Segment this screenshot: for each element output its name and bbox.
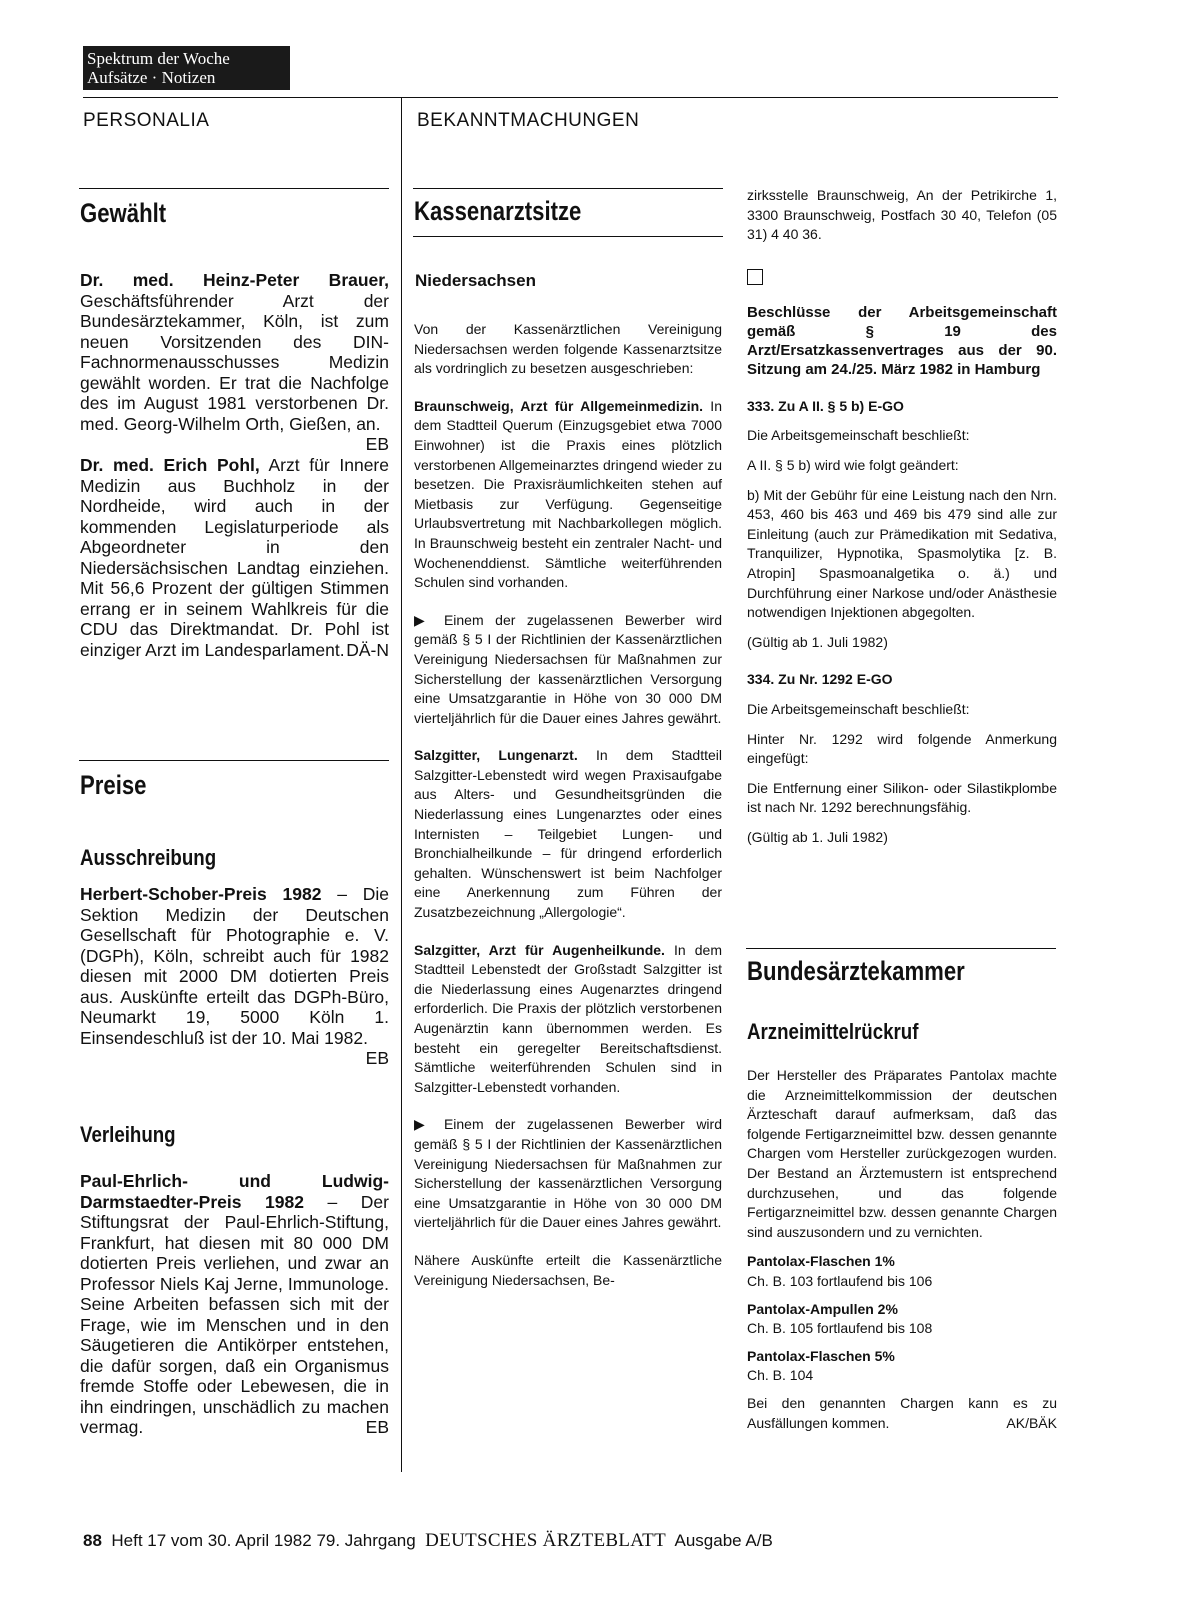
heading-preise: Preise <box>80 770 147 800</box>
heading-bundesaerztekammer: Bundesärztekammer <box>747 956 965 986</box>
separator-box <box>747 269 763 285</box>
guarantee-note: ▶ Einem der zugelassenen Bewerber wird gemäß § 5 I der Richtlinien der Kassenärztlichen Vereinigung Niedersachsen für Maßnahmen zur Sicherstellung der kassenärztlichen Versorgung eine Umsatzgarantie in Höhe von 30 000 DM vierteljährlich für die Dauer eines Jahres gewährt. <box>414 1116 722 1231</box>
column-divider <box>401 97 402 1472</box>
intro-text: Von der Kassenärztlichen Vereinigung Niedersachsen werden folgende Kassenarztsitze als vordringlich zu besetzen ausgeschrieben: <box>414 321 722 377</box>
recall-item: Pantolax-Flaschen 5% Ch. B. 104 <box>747 1347 895 1384</box>
validity-note: (Gültig ab 1. Juli 1982) <box>747 828 888 845</box>
section-tag-line2: Aufsätze · Notizen <box>87 68 216 87</box>
paragraph-brauer: Dr. med. Heinz-Peter Brauer, Geschäftsführender Arzt der Bundesärztekammer, Köln, ist zum neuen Vorsitzenden des DIN-Fachnormenausschusses Medizin gewählt worden. Er trat die Nachfolge des im August 1981 verstorbenen Dr. med. Georg-Wilhelm Orth, Gießen, an. EB <box>80 270 389 454</box>
signature: EB <box>365 1417 389 1437</box>
edition: Ausgabe A/B <box>674 1531 773 1550</box>
beschluss-heading: Beschlüsse der Arbeitsgemeinschaft gemäß § 19 des Arzt/Ersatzkassenvertrages aus der 90. Sitzung am 24./25. März 1982 in Hamburg <box>747 303 1057 378</box>
item-334: 334. Zu Nr. 1292 E-GO <box>747 671 893 688</box>
section-bekanntmachungen: BEKANNTMACHUNGEN <box>417 110 640 131</box>
rule <box>79 188 389 189</box>
text: Die Arbeitsgemeinschaft beschließt: <box>747 427 970 444</box>
col1-block1 <box>80 270 389 660</box>
section-tag-line1: Spektrum der Woche <box>87 49 230 68</box>
section-personalia: PERSONALIA <box>83 110 210 131</box>
validity-note: (Gültig ab 1. Juli 1982) <box>747 633 888 650</box>
item-333: 333. Zu A II. § 5 b) E-GO <box>747 397 904 414</box>
signature: DÄ-N <box>346 639 389 660</box>
recall-item: Pantolax-Flaschen 1% Ch. B. 103 fortlaufend bis 106 <box>747 1253 933 1289</box>
page-number: 88 <box>83 1531 102 1550</box>
signature: EB <box>365 1048 389 1068</box>
guarantee-note: ▶ Einem der zugelassenen Bewerber wird gemäß § 5 I der Richtlinien der Kassenärztlichen Vereinigung Niedersachsen für Maßnahmen zur Sicherstellung der kassenärztlichen Versorgung eine Umsatzgarantie in Höhe von 30 000 DM vierteljährlich für die Dauer eines Jahres gewährt. <box>414 611 722 726</box>
paragraph-ehrlich-preis: Paul-Ehrlich- und Ludwig-Darmstaedter-Preis 1982 – Der Stiftungsrat der Paul-Ehrlich-Stiftung, Frankfurt, hat diesen mit 80 000 DM dotierten Preis verliehen, und zwar an Professor Niels Kaj Jerne, Immunologe. Seine Arbeiten befassen sich mit der Frage, wie im Menschen und in den Säugetieren die Antikörper entstehen, die dafür sorgen, daß ein Organismus fremde Stoffe oder Lebewesen, die in ihn eindringen, unschädlich zu machen vermag. EB <box>80 1171 389 1437</box>
heading-kassenarztsitze: Kassenarztsitze <box>414 196 582 226</box>
issue-info: Heft 17 vom 30. April 1982 79. Jahrgang <box>111 1531 416 1550</box>
signature: AK/BÄK <box>1006 1414 1057 1431</box>
top-rule <box>83 97 1058 98</box>
section-tag <box>83 46 290 90</box>
rule <box>413 236 723 237</box>
heading-arzneimittelrueckruf: Arzneimittelrückruf <box>747 1019 919 1044</box>
contact-continued: zirksstelle Braunschweig, An der Petrikirche 1, 3300 Braunschweig, Postfach 30 40, Telefon (05 31) 4 40 36. <box>747 187 1057 243</box>
recall-text: Der Hersteller des Präparates Pantolax machte die Arzneimittelkommission der deutschen Ärzteschaft darauf aufmerksam, daß das folgende Fertigarzneimittel bzw. dessen genannte Chargen vom Hersteller zurückgezogen wurden. Der Bestand an Ärztemustern ist entsprechend durchzusehen, und das folgende Fertigarzneimittel bzw. dessen genannte Chargen sind auszusondern und zu vernichten. <box>747 1067 1057 1240</box>
text: b) Mit der Gebühr für eine Leistung nach den Nrn. 453, 460 bis 463 und 469 bis 479 sind alle zur Einleitung (auch zur Prämedikation mit Sedativa, Tranquilizer, Hypnotika, Spasmolytika [z. B. Atropin] Spasmoanalgetika o. ä.) und Durchführung einer Narkose und/oder Anästhesie notwendigen Injektionen abgegolten. <box>747 486 1057 621</box>
text: Hinter Nr. 1292 wird folgende Anmerkung eingefügt: <box>747 730 1057 767</box>
rule <box>746 948 1056 949</box>
recall-item: Pantolax-Ampullen 2% Ch. B. 105 fortlaufend bis 108 <box>747 1300 933 1337</box>
subheading-niedersachsen: Niedersachsen <box>415 271 536 290</box>
rule <box>413 188 723 189</box>
heading-verleihung: Verleihung <box>80 1122 176 1147</box>
signature: EB <box>365 434 389 454</box>
recall-closing: Bei den genannten Chargen kann es zu Ausfällungen kommen. AK/BÄK <box>747 1394 1057 1433</box>
heading-ausschreibung: Ausschreibung <box>80 845 217 870</box>
heading-gewaehlt: Gewählt <box>80 198 167 228</box>
listing-braunschweig: Braunschweig, Arzt für Allgemeinmedizin. In dem Stadtteil Querum (Einzugsgebiet etwa 7000 Einwohner) ist die Praxis eines plötzlich verstorbenen Allgemeinarztes dringend wieder zu besetzen. Die Praxisräumlichkeiten stehen auf Mietbasis zur Verfügung. Gegenseitige Urlaubsvertretung mit Nachbarkollegen möglich. In Braunschweig besteht ein zentraler Nacht- und Wochenenddienst. Sämtliche weiterführenden Schulen sind vorhanden. <box>414 397 722 591</box>
text: A II. § 5 b) wird wie folgt geändert: <box>747 456 959 473</box>
rule <box>79 760 389 761</box>
paragraph-schober-preis: Herbert-Schober-Preis 1982 – Die Sektion Medizin der Deutschen Gesellschaft für Photographie e. V. (DGPh), Köln, schreibt auch für 1982 diesen mit 2000 DM dotierten Preis aus. Auskünfte erteilt das DGPh-Büro, Neumarkt 19, 5000 Köln 1. Einsendeschluß ist der 10. Mai 1982. EB <box>80 884 389 1068</box>
text: Die Arbeitsgemeinschaft beschließt: <box>747 700 970 717</box>
listing-lungenarzt: Salzgitter, Lungenarzt. In dem Stadtteil Salzgitter-Lebenstedt wird wegen Praxisaufgabe aus Alters- und Gesundheitsgründen die Niederlassung eines Lungenarztes oder eines Internisten – Teilgebiet Lungen- und Bronchialheilkunde – für dringend erforderlich gehalten. Wünschenswert ist beim Nachfolger eine Anerkennung zum Führen der Zusatzbezeichnung „Allergologie“. <box>414 747 722 921</box>
journal-name: DEUTSCHES ÄRZTEBLATT <box>425 1530 666 1551</box>
page-footer <box>83 1530 773 1552</box>
listing-augenheilkunde: Salzgitter, Arzt für Augenheilkunde. In dem Stadtteil Lebenstedt der Großstadt Salzgitter ist die Niederlassung eines Augenarztes dringend erforderlich. Die Praxis der plötzlich verstorbenen Augenärztin kann übernommen werden. Es besteht ein geregelter Bereitschaftsdienst. Sämtliche weiterführenden Schulen sind in Salzgitter-Lebenstedt vorhanden. <box>414 941 722 1095</box>
paragraph-pohl: Dr. med. Erich Pohl, Arzt für Innere Medizin aus Buchholz in der Nordheide, wird auch in der kommenden Legislaturperiode als Abgeordneter in den Niedersächsischen Landtag einziehen. Mit 56,6 Prozent der gültigen Stimmen errang er in seinem Wahlkreis für die CDU das Direktmandat. Dr. Pohl ist einziger Arzt im Landesparlament. DÄ-N <box>80 455 389 660</box>
contact-text: Nähere Auskünfte erteilt die Kassenärztliche Vereinigung Niedersachsen, Be- <box>414 1251 722 1288</box>
text: Die Entfernung einer Silikon- oder Silastikplombe ist nach Nr. 1292 berechnungsfähig. <box>747 779 1057 816</box>
